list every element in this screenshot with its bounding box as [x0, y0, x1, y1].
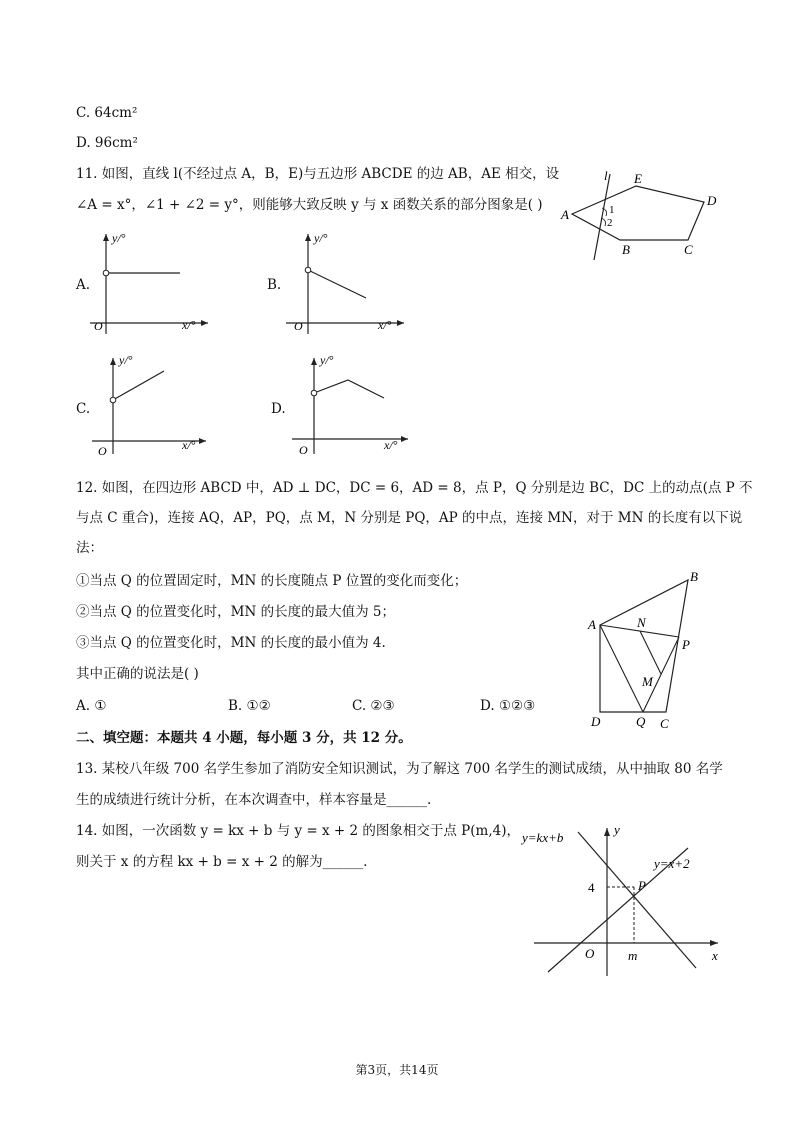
q11-c-origin: O — [98, 444, 107, 458]
q11-pentagon-figure — [558, 168, 738, 264]
q12-text-line2: 与点 C 重合)，连接 AQ，AP，PQ，点 M，N 分别是 PQ，AP 的中点，连接 MN，对于 MN 的长度有以下说 — [76, 510, 743, 526]
q14-label-x: x — [712, 948, 718, 963]
q11-option-b-graph — [286, 226, 416, 336]
q12-fig-label-p: P — [682, 637, 690, 652]
q14-label-p: P — [638, 878, 646, 893]
q14-label-origin: O — [585, 946, 595, 961]
q13-text-line2: 生的成绩进行统计分析，在本次调查中，样本容量是______. — [76, 792, 432, 808]
q14-text-line1: 14. 如图，一次函数 y = kx + b 与 y = x + 2 的图象相交于点 P(m,4)， — [76, 823, 520, 839]
q12-text-line3: 法： — [76, 540, 103, 556]
q11-a-x-label: x/° — [182, 318, 196, 332]
q11-option-b-label: B. — [267, 277, 282, 293]
q11-text-line2: ∠A = x°，∠1 + ∠2 = y°，则能够大致反映 y 与 x 函数关系的部分图象是( ) — [76, 197, 543, 213]
q11-d-origin: O — [299, 443, 308, 457]
page-footer: 第3页，共14页 — [355, 1063, 439, 1077]
q11-option-a-graph — [90, 226, 220, 336]
q12-option-d: D. ①②③ — [480, 698, 536, 714]
q14-label-kxb: y=kx+b — [522, 830, 564, 845]
q14-text-line2: 则关于 x 的方程 kx + b = x + 2 的解为______. — [76, 854, 368, 870]
q12-fig-label-b: B — [690, 569, 698, 584]
q14-label-4: 4 — [588, 880, 595, 895]
q12-text-line1: 12. 如图，在四边形 ABCD 中，AD ⊥ DC，DC = 6，AD = 8，点 P，Q 分别是边 BC，DC 上的动点(点 P 不 — [76, 480, 753, 496]
q11-b-y-label: y/° — [314, 231, 328, 245]
q12-option-c: C. ②③ — [352, 698, 395, 714]
q12-statement-1: ①当点 Q 的位置固定时，MN 的长度随点 P 位置的变化而变化； — [76, 573, 468, 589]
q12-option-a: A. ① — [76, 698, 107, 714]
q11-c-x-label: x/° — [182, 438, 196, 452]
q12-fig-label-a: A — [588, 617, 596, 632]
q13-text-line1: 13. 某校八年级 700 名学生参加了消防安全知识测试，为了解这 700 名学生的测试成绩，从中抽取 80 名学 — [76, 761, 723, 777]
q11-fig-label-1: 1 — [609, 204, 615, 216]
q11-option-c-label: C. — [76, 401, 91, 417]
q12-prompt: 其中正确的说法是( ) — [76, 666, 199, 682]
q11-fig-label-b: B — [622, 242, 630, 257]
q11-fig-label-a: A — [561, 207, 569, 222]
q12-fig-label-c: C — [660, 716, 669, 731]
q11-fig-label-d: D — [707, 193, 717, 208]
q11-option-a-label: A. — [76, 277, 91, 293]
option-c-prev: C. 64cm² — [76, 105, 138, 121]
q12-fig-label-d: D — [591, 714, 601, 729]
q11-b-x-label: x/° — [378, 318, 392, 332]
q11-a-y-label: y/° — [112, 231, 126, 245]
q11-c-y-label: y/° — [119, 353, 133, 367]
q11-option-d-label: D. — [271, 401, 286, 417]
q11-text-line1: 11. 如图，直线 l(不经过点 A，B，E)与五边形 ABCDE 的边 AB，AE 相交，设 — [76, 166, 560, 182]
q14-label-x2: y=x+2 — [654, 856, 690, 871]
q11-fig-label-e: E — [634, 171, 642, 186]
q11-option-c-graph — [92, 348, 222, 458]
q14-label-y: y — [614, 822, 620, 837]
q14-label-m: m — [628, 948, 638, 963]
q11-fig-label-l: l — [604, 168, 608, 183]
q11-b-origin: O — [294, 319, 303, 333]
option-d-prev: D. 96cm² — [76, 135, 138, 151]
q11-fig-label-2: 2 — [607, 217, 613, 229]
q11-fig-label-c: C — [684, 242, 693, 257]
q12-fig-label-m: M — [642, 674, 653, 689]
q12-statement-3: ③当点 Q 的位置变化时，MN 的长度的最小值为 4. — [76, 635, 386, 651]
q12-option-b: B. ①② — [228, 698, 271, 714]
section-2-heading: 二、填空题：本题共 4 小题，每小题 3 分，共 12 分。 — [76, 730, 412, 746]
q12-fig-label-n: N — [637, 615, 646, 630]
q14-function-graph — [520, 822, 732, 982]
q11-option-d-graph — [292, 350, 422, 460]
q11-d-x-label: x/° — [384, 438, 398, 452]
q11-a-origin: O — [94, 319, 103, 333]
q11-d-y-label: y/° — [320, 353, 334, 367]
q12-statement-2: ②当点 Q 的位置变化时，MN 的长度的最大值为 5； — [76, 604, 395, 620]
q12-quadrilateral-figure — [584, 566, 724, 736]
q12-fig-label-q: Q — [636, 714, 646, 729]
